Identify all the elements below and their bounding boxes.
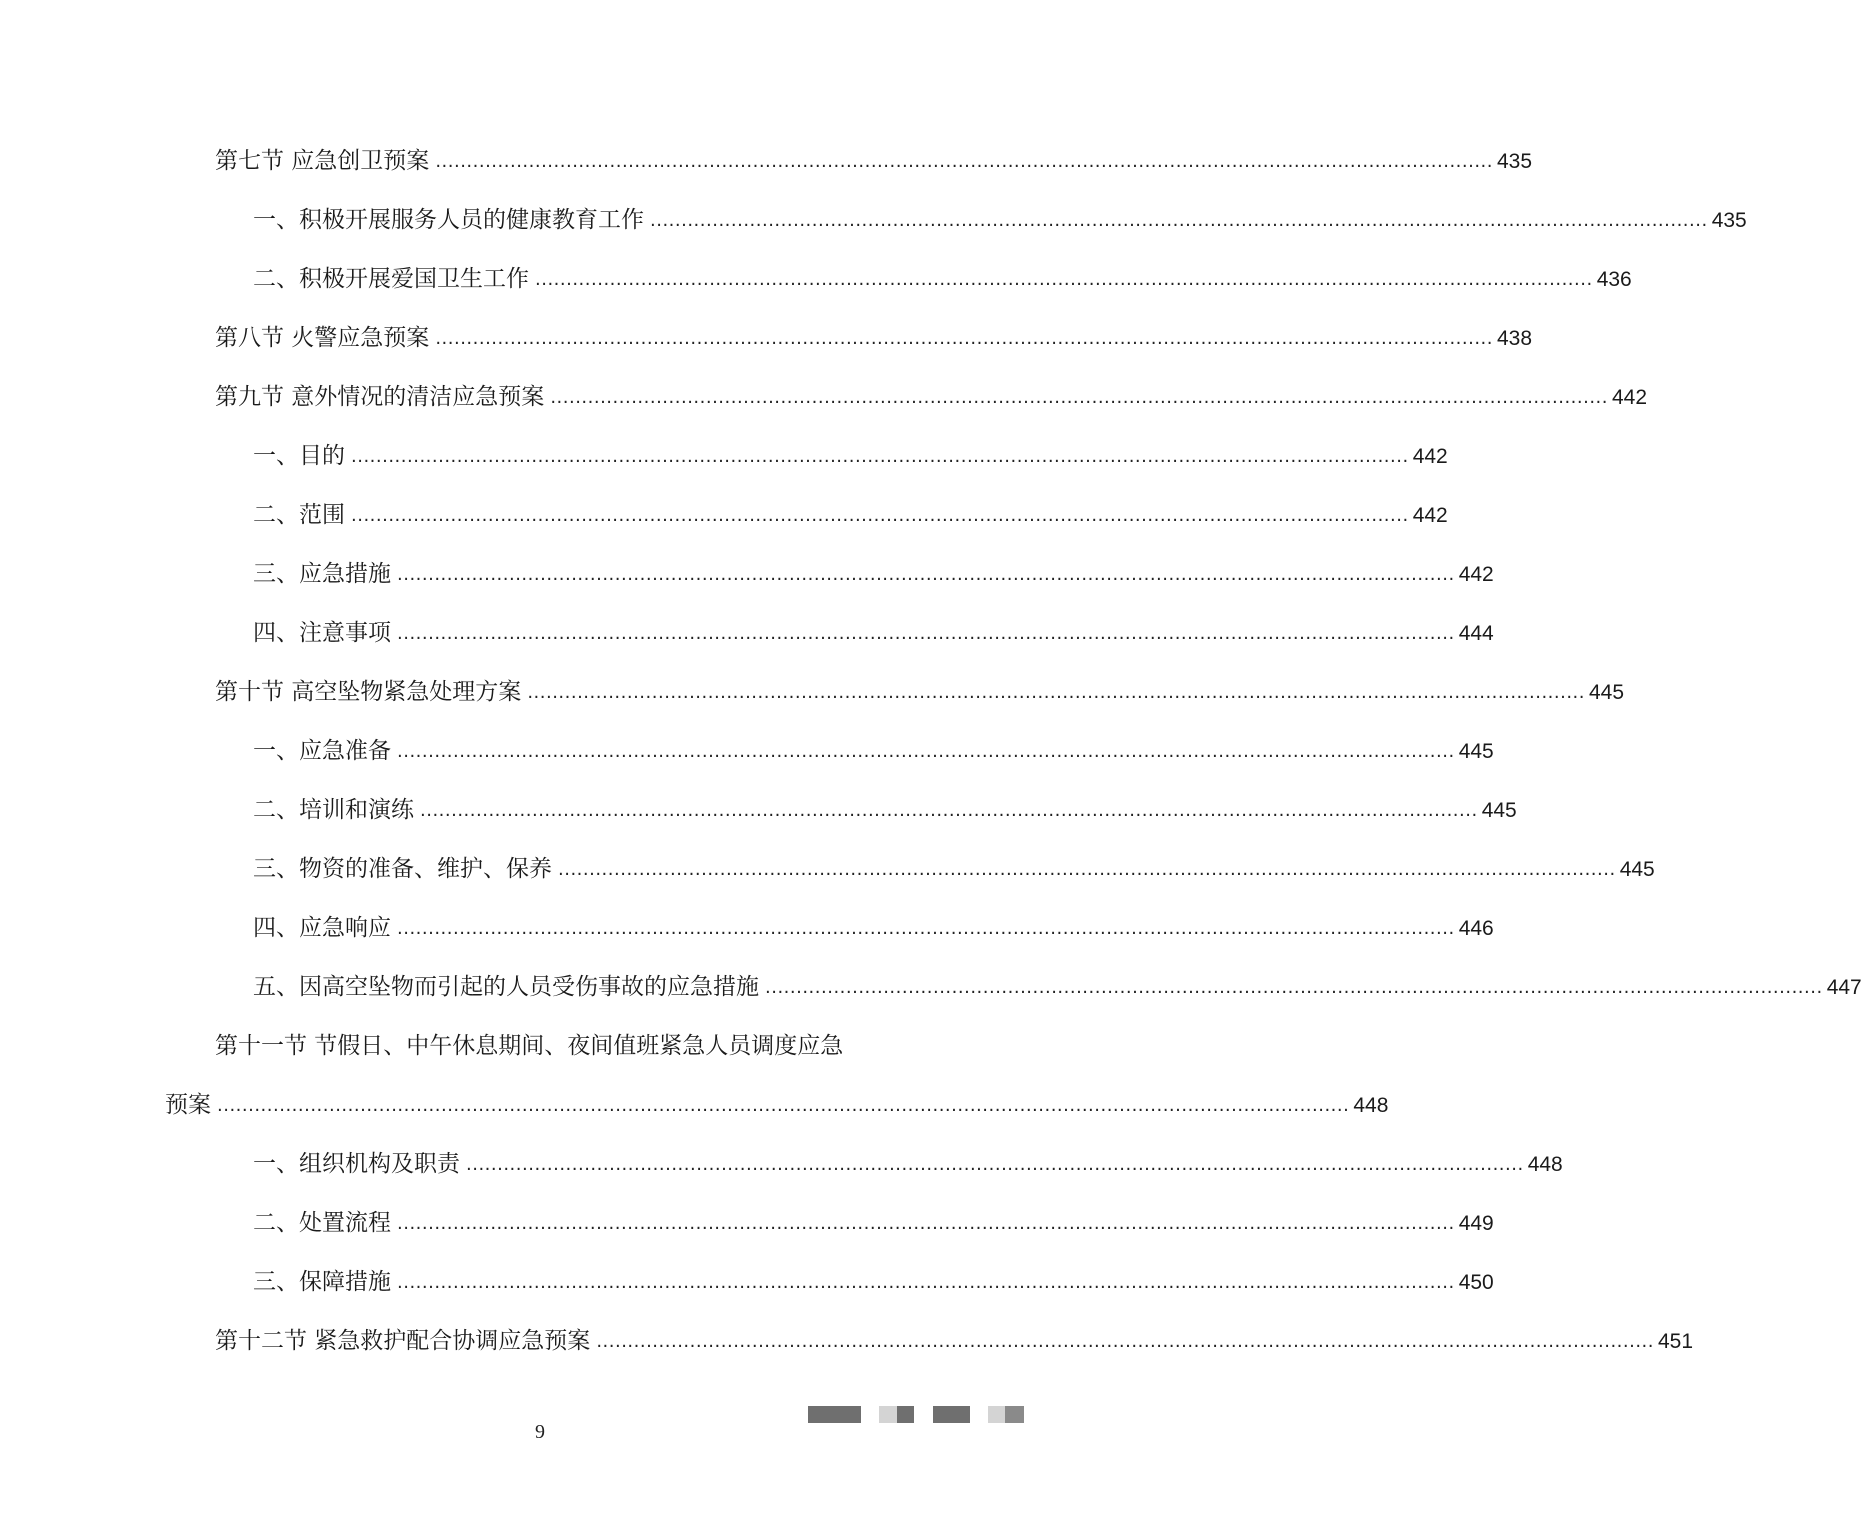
dot-leader: .......................................................................................................................................................................... [351, 446, 1409, 467]
dot-leader: .......................................................................................................................................................................... [397, 918, 1455, 939]
dot-leader: .......................................................................................................................................................................... [397, 1213, 1455, 1234]
dot-leader: .......................................................................................................................................................................... [765, 977, 1823, 998]
toc-entry [215, 1326, 1694, 1356]
dot-leader: .......................................................................................................................................................................... [596, 1331, 1654, 1352]
dot-leader: .......................................................................................................................................................................... [435, 328, 1493, 349]
dot-leader: .......................................................................................................................................................................... [650, 210, 1708, 231]
toc-entry-page: 436 [1596, 268, 1632, 291]
dot-leader: .......................................................................................................................................................................... [397, 741, 1455, 762]
toc-entry-title: 二、范围 [253, 502, 345, 528]
toc-entry-page: 435 [1711, 209, 1747, 232]
toc-entry-page: 444 [1458, 622, 1494, 645]
toc-entry [253, 559, 1494, 589]
toc-entry [253, 441, 1448, 471]
toc-entry-page: 442 [1412, 504, 1448, 527]
toc-entry-page: 435 [1497, 150, 1533, 173]
toc-entry-page: 449 [1458, 1212, 1494, 1235]
dot-leader: .......................................................................................................................................................................... [397, 1272, 1455, 1293]
footer-block [808, 1406, 861, 1423]
toc-entry [253, 736, 1494, 766]
toc-entry [253, 795, 1517, 825]
toc-entry [253, 972, 1862, 1002]
toc-entry-title: 第九节 意外情况的清洁应急预案 [215, 384, 545, 410]
footer-block [933, 1406, 970, 1423]
dot-leader: .......................................................................................................................................................................... [351, 505, 1409, 526]
toc-entry [253, 854, 1655, 884]
toc-entry-page: 438 [1497, 327, 1533, 350]
toc-entry-title: 一、应急准备 [253, 738, 391, 764]
toc-entry [215, 677, 1625, 707]
toc-entry-page: 451 [1658, 1330, 1694, 1353]
toc-entry-title: 第十一节 节假日、中午休息期间、夜间值班紧急人员调度应急 [215, 1033, 844, 1059]
toc-entry-title: 三、应急措施 [253, 561, 391, 587]
toc-entry [253, 205, 1747, 235]
toc-entry-title: 第十二节 紧急救护配合协调应急预案 [215, 1328, 591, 1354]
toc-entry-title: 一、目的 [253, 443, 345, 469]
toc-entry-title: 三、保障措施 [253, 1269, 391, 1295]
toc-entry [253, 500, 1448, 530]
toc-entry-title: 第八节 火警应急预案 [215, 325, 430, 351]
toc-entry-title: 二、培训和演练 [253, 797, 414, 823]
footer-decoration [808, 1406, 1028, 1423]
dot-leader: .......................................................................................................................................................................... [466, 1154, 1524, 1175]
toc-entry-title: 二、积极开展爱国卫生工作 [253, 266, 529, 292]
toc-entry-title: 第十节 高空坠物紧急处理方案 [215, 679, 522, 705]
toc-entry [253, 1208, 1494, 1238]
footer-block [1005, 1406, 1024, 1423]
footer-block [988, 1406, 1005, 1423]
toc-entry-page: 445 [1589, 681, 1625, 704]
toc-entry [253, 1149, 1563, 1179]
toc-entry-title: 第七节 应急创卫预案 [215, 148, 430, 174]
toc-entry [253, 264, 1632, 294]
toc-entry [253, 618, 1494, 648]
footer-block [897, 1406, 914, 1423]
toc-entry-title: 一、组织机构及职责 [253, 1151, 460, 1177]
toc-entry-page: 448 [1527, 1153, 1563, 1176]
dot-leader: .......................................................................................................................................................................... [397, 623, 1455, 644]
toc-entry [165, 1090, 1389, 1120]
dot-leader: .......................................................................................................................................................................... [420, 800, 1478, 821]
toc-entry-page: 442 [1412, 445, 1448, 468]
toc-entry-page: 442 [1458, 563, 1494, 586]
toc-entry-page: 445 [1458, 740, 1494, 763]
toc-entry [215, 1031, 916, 1061]
toc-entry-title: 一、积极开展服务人员的健康教育工作 [253, 207, 644, 233]
toc-entry-title: 五、因高空坠物而引起的人员受伤事故的应急措施 [253, 974, 759, 1000]
page-number: 9 [535, 1421, 545, 1443]
toc-entry-page: 448 [1353, 1094, 1389, 1117]
toc-entry [215, 323, 1533, 353]
dot-leader: .......................................................................................................................................................................... [527, 682, 1585, 703]
dot-leader: .......................................................................................................................................................................... [397, 564, 1455, 585]
dot-leader: .......................................................................................................................................................................... [550, 387, 1608, 408]
toc-entry-page: 447 [1826, 976, 1862, 999]
toc-entry-title: 四、注意事项 [253, 620, 391, 646]
toc-entry-title: 四、应急响应 [253, 915, 391, 941]
dot-leader: .......................................................................................................................................................................... [535, 269, 1593, 290]
footer-block [879, 1406, 897, 1423]
toc-entry [253, 913, 1494, 943]
toc-entry [253, 1267, 1494, 1297]
toc-entry-page: 445 [1619, 858, 1655, 881]
toc-entry-title: 预案 [165, 1092, 211, 1118]
toc-entry [215, 146, 1533, 176]
toc-entry-title: 二、处置流程 [253, 1210, 391, 1236]
dot-leader: .......................................................................................................................................................................... [558, 859, 1616, 880]
toc-entry-title: 三、物资的准备、维护、保养 [253, 856, 552, 882]
toc-entry-page: 450 [1458, 1271, 1494, 1294]
toc-entry-page: 442 [1612, 386, 1648, 409]
dot-leader: .......................................................................................................................................................................... [435, 151, 1493, 172]
toc-entry-page: 445 [1481, 799, 1517, 822]
toc-entry-page: 446 [1458, 917, 1494, 940]
toc-entry [215, 382, 1648, 412]
dot-leader: ...................................................................................................................................................................................... [217, 1095, 1350, 1116]
